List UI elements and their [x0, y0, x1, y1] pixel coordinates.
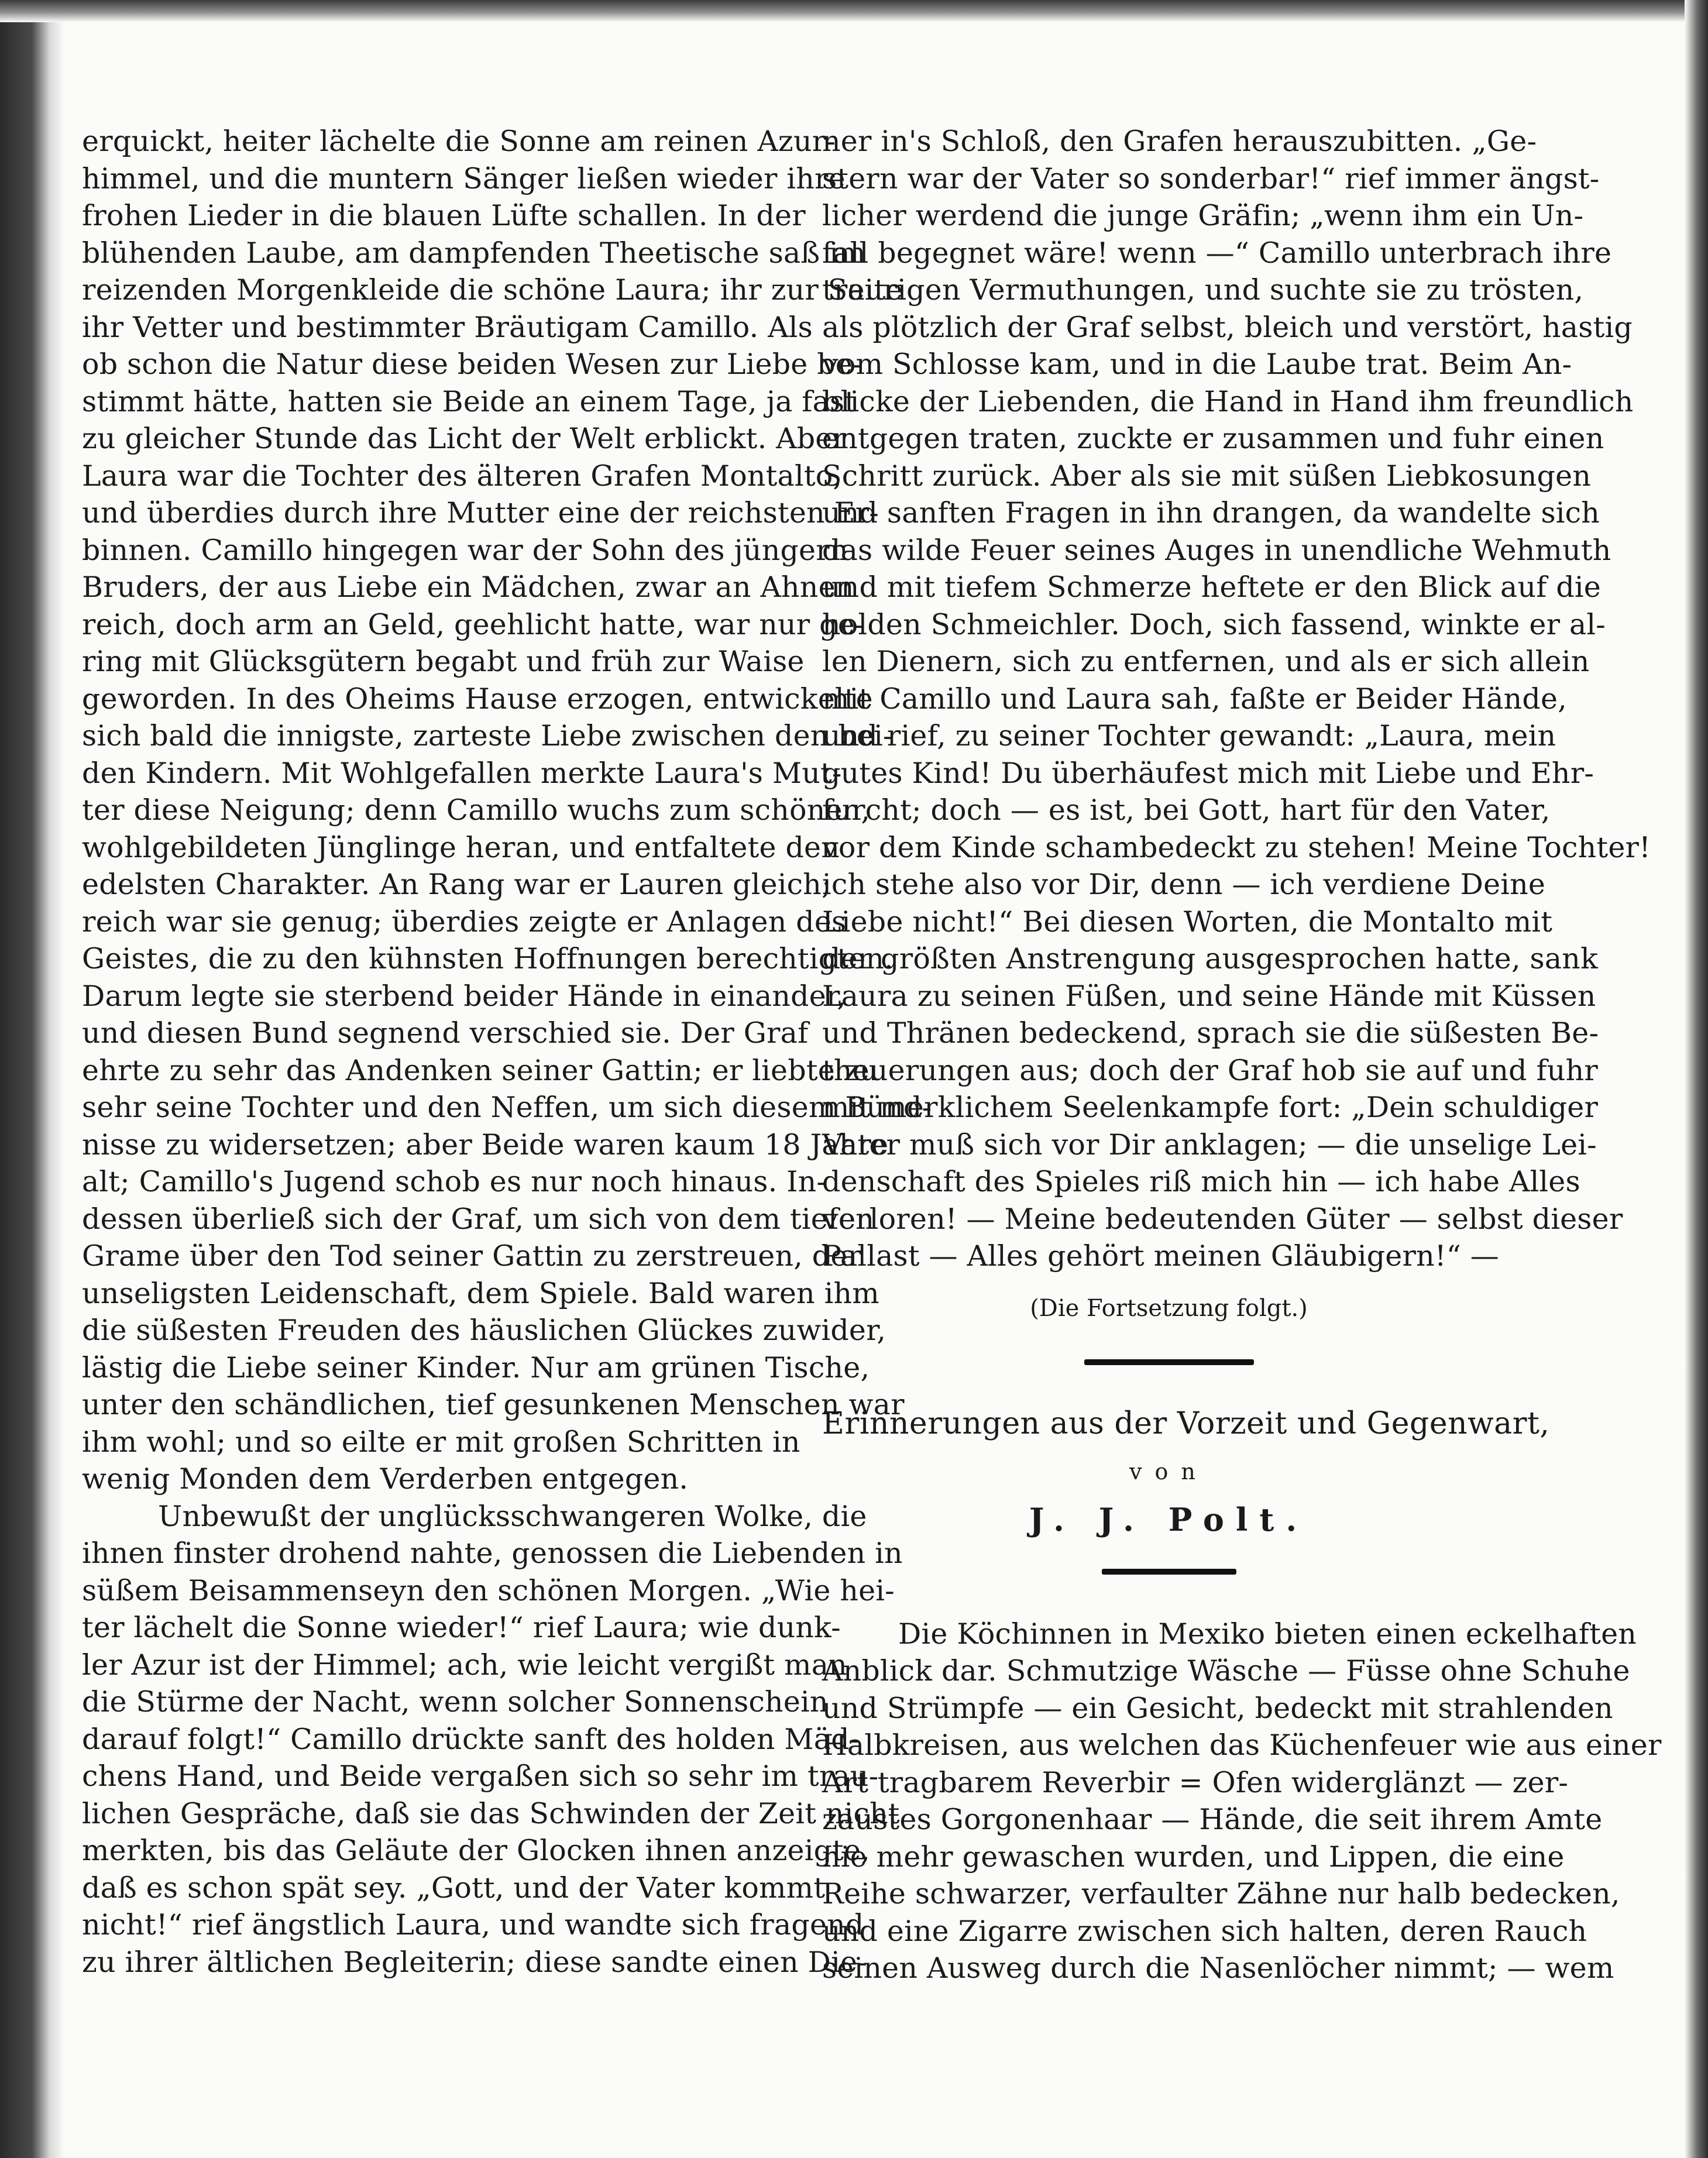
text-line: ler Azur ist der Himmel; ach, wie leicht vergißt man	[82, 1648, 847, 1682]
text-line: und überdies durch ihre Mutter eine der reichsten Er-	[82, 496, 879, 530]
text-line: blühenden Laube, am dampfenden Theetische saß im	[82, 236, 866, 270]
text-line: als plötzlich der Graf selbst, bleich und verstört, hastig	[822, 310, 1633, 344]
text-line: wohlgebildeten Jünglinge heran, und entfaltete den	[82, 830, 840, 864]
section-divider	[1084, 1359, 1254, 1365]
text-line: alt; Camillo's Jugend schob es nur noch hinaus. In-	[82, 1165, 827, 1198]
text-line: ich stehe also vor Dir, denn — ich verdiene Deine	[822, 868, 1546, 901]
text-line: darauf folgt!“ Camillo drückte sanft des holden Mäd-	[82, 1722, 860, 1756]
text-line: ter lächelt die Sonne wieder!“ rief Laura; wie dunk-	[82, 1611, 841, 1644]
text-line: Liebe nicht!“ Bei diesen Worten, die Montalto mit	[822, 905, 1553, 939]
text-line: sich bald die innigste, zarteste Liebe zwischen den bei-	[82, 719, 893, 752]
text-line: der größten Anstrengung ausgesprochen hatte, sank	[822, 942, 1598, 975]
article-title: Erinnerungen aus der Vorzeit und Gegenwart,	[822, 1406, 1550, 1441]
text-line: edelsten Charakter. An Rang war er Lauren gleich;	[82, 868, 831, 901]
left-column	[82, 123, 932, 1981]
story-continuation	[822, 123, 1651, 1275]
scan-border-top	[0, 0, 1708, 22]
text-line: merkten, bis das Geläute der Glocken ihnen anzeigte,	[82, 1834, 871, 1867]
right-column	[822, 123, 1662, 1987]
text-line: entgegen traten, zuckte er zusammen und fuhr einen	[822, 422, 1604, 455]
text-line: den Kindern. Mit Wohlgefallen merkte Laura's Mut-	[82, 756, 842, 790]
text-line: süßem Beisammenseyn den schönen Morgen. „Wie hei-	[82, 1573, 895, 1607]
text-line: mit Camillo und Laura sah, faßte er Beider Hände,	[822, 682, 1567, 716]
text-line: blicke der Liebenden, die Hand in Hand ihm freundlich	[822, 384, 1634, 418]
text-line: und diesen Bund segnend verschied sie. Der Graf	[82, 1016, 809, 1050]
text-line: Laura war die Tochter des älteren Grafen Montalto,	[82, 459, 843, 493]
text-line: Geistes, die zu den kühnsten Hoffnungen berechtigten.	[82, 942, 893, 975]
text-line: sehr seine Tochter und den Neffen, um sich diesem Bünd-	[82, 1091, 932, 1124]
text-line: ihm wohl; und so eilte er mit großen Schritten in	[82, 1425, 800, 1459]
text-line: theuerungen aus; doch der Graf hob sie auf und fuhr	[822, 1053, 1598, 1087]
scan-border-right	[1685, 0, 1708, 2158]
text-line: chens Hand, und Beide vergaßen sich so sehr im trau-	[82, 1760, 879, 1793]
text-line: Grame über den Tod seiner Gattin zu zerstreuen, der	[82, 1239, 862, 1273]
text-line: wenig Monden dem Verderben entgegen.	[82, 1462, 689, 1496]
text-line: Schritt zurück. Aber als sie mit süßen Liebkosungen	[822, 459, 1592, 493]
text-line: ihr Vetter und bestimmter Bräutigam Camillo. Als	[82, 310, 813, 344]
text-line: daß es schon spät sey. „Gott, und der Vater kommt	[82, 1871, 826, 1905]
text-line: Reihe schwarzer, verfaulter Zähne nur halb bedecken,	[822, 1877, 1620, 1910]
scan-border-left	[0, 0, 64, 2158]
text-line: reich war sie genug; überdies zeigte er Anlagen des	[82, 905, 847, 939]
text-line: furcht; doch — es ist, bei Gott, hart für den Vater,	[822, 793, 1551, 827]
text-line: vor dem Kinde schambedeckt zu stehen! Meine Tochter!	[822, 830, 1651, 864]
text-line: Bruders, der aus Liebe ein Mädchen, zwar an Ahnen	[82, 571, 854, 604]
text-line: Laura zu seinen Füßen, und seine Hände mit Küssen	[822, 979, 1596, 1013]
story-paragraph-2	[82, 1498, 903, 1981]
text-line: die süßesten Freuden des häuslichen Glückes zuwider,	[82, 1314, 886, 1347]
text-line: und Strümpfe — ein Gesicht, bedeckt mit strahlenden	[822, 1691, 1613, 1725]
text-line: zu ihrer ältlichen Begleiterin; diese sandte einen Die-	[82, 1945, 867, 1979]
text-line: zu gleicher Stunde das Licht der Welt erblickt. Aber	[82, 422, 847, 455]
text-line: lichen Gespräche, daß sie das Schwinden der Zeit nicht	[82, 1796, 900, 1830]
story-paragraph-1	[82, 123, 932, 1498]
text-line: frohen Lieder in die blauen Lüfte schallen. In der	[82, 199, 806, 232]
text-line: stern war der Vater so sonderbar!“ rief immer ängst-	[822, 161, 1600, 195]
text-line: nie mehr gewaschen wurden, und Lippen, die eine	[822, 1840, 1565, 1874]
text-line: denschaft des Spieles riß mich hin — ich habe Alles	[822, 1165, 1580, 1198]
text-line: nicht!“ rief ängstlich Laura, und wandte sich fragend	[82, 1908, 864, 1941]
text-line: Vater muß sich vor Dir anklagen; — die unselige Lei-	[822, 1128, 1597, 1162]
text-line: holden Schmeichler. Doch, sich fassend, winkte er al-	[822, 607, 1606, 641]
text-line: ring mit Glücksgütern begabt und früh zur Waise	[82, 645, 805, 678]
byline-preposition: von	[1129, 1458, 1208, 1485]
text-line: unter den schändlichen, tief gesunkenen Menschen war	[82, 1388, 905, 1421]
text-line: traurigen Vermuthungen, und suchte sie zu trösten,	[822, 273, 1584, 307]
text-line: reich, doch arm an Geld, geehlicht hatte, war nur ge-	[82, 607, 865, 641]
text-line: und eine Zigarre zwischen sich halten, deren Rauch	[822, 1914, 1587, 1948]
continuation-note: (Die Fortsetzung folgt.)	[1030, 1294, 1308, 1322]
text-line: gutes Kind! Du überhäufest mich mit Liebe und Ehr-	[822, 756, 1594, 790]
text-line: geworden. In des Oheims Hause erzogen, entwickelte	[82, 682, 873, 716]
text-line: nisse zu widersetzen; aber Beide waren kaum 18 Jahre	[82, 1128, 889, 1162]
text-line: ob schon die Natur diese beiden Wesen zur Liebe be-	[82, 348, 862, 381]
author-name: J. J. Polt.	[1029, 1500, 1309, 1538]
text-line: ter diese Neigung; denn Camillo wuchs zum schönen,	[82, 793, 871, 827]
text-line: die Stürme der Nacht, wenn solcher Sonnenschein	[82, 1685, 829, 1719]
text-line: reizenden Morgenkleide die schöne Laura; ihr zur Seite	[82, 273, 903, 307]
text-line: das wilde Feuer seines Auges in unendliche Wehmuth	[822, 533, 1611, 567]
text-line: vom Schlosse kam, und in die Laube trat. Beim An-	[822, 348, 1572, 381]
text-line: und Thränen bedeckend, sprach sie die süßesten Be-	[822, 1016, 1599, 1050]
text-line: Halbkreisen, aus welchen das Küchenfeuer wie aus einer	[822, 1729, 1662, 1762]
text-line: mit merklichem Seelenkampfe fort: „Dein schuldiger	[822, 1091, 1599, 1124]
text-line: Die Köchinnen in Mexiko bieten einen eckelhaften	[898, 1617, 1637, 1651]
text-line: binnen. Camillo hingegen war der Sohn des jüngern	[82, 533, 848, 567]
text-line: und sanften Fragen in ihn drangen, da wandelte sich	[822, 496, 1600, 530]
text-line: erquickt, heiter lächelte die Sonne am reinen Azur-	[82, 125, 836, 158]
title-divider	[1102, 1569, 1236, 1575]
text-line: lästig die Liebe seiner Kinder. Nur am grünen Tische,	[82, 1351, 870, 1384]
text-line: fall begegnet wäre! wenn —“ Camillo unterbrach ihre	[822, 236, 1612, 270]
text-line: seinen Ausweg durch die Nasenlöcher nimmt; — wem	[822, 1951, 1614, 1985]
text-line: zaustes Gorgonenhaar — Hände, die seit ihrem Amte	[822, 1803, 1603, 1836]
text-line: licher werdend die junge Gräfin; „wenn ihm ein Un-	[822, 199, 1584, 232]
text-line: ehrte zu sehr das Andenken seiner Gattin; er liebte zu	[82, 1053, 878, 1087]
text-line: ihnen finster drohend nahte, genossen die Liebenden in	[82, 1537, 903, 1570]
text-line: und rief, zu seiner Tochter gewandt: „Laura, mein	[822, 719, 1556, 752]
article-body	[822, 1616, 1662, 1987]
text-line: Pallast — Alles gehört meinen Gläubigern!“ —	[822, 1239, 1499, 1273]
text-line: verloren! — Meine bedeutenden Güter — selbst dieser	[822, 1202, 1623, 1236]
text-line: Darum legte sie sterbend beider Hände in einander,	[82, 979, 846, 1013]
text-line: stimmt hätte, hatten sie Beide an einem Tage, ja fast	[82, 384, 857, 418]
text-line: unseligsten Leidenschaft, dem Spiele. Bald waren ihm	[82, 1276, 879, 1310]
text-line: Anblick dar. Schmutzige Wäsche — Füsse ohne Schuhe	[822, 1654, 1630, 1688]
text-line: ner in's Schloß, den Grafen herauszubitten. „Ge-	[822, 125, 1537, 158]
text-line: Art tragbarem Reverbir = Ofen widerglänzt — zer-	[822, 1765, 1569, 1799]
text-line: und mit tiefem Schmerze heftete er den Blick auf die	[822, 571, 1601, 604]
text-line: Unbewußt der unglücksschwangeren Wolke, die	[158, 1499, 867, 1533]
text-line: len Dienern, sich zu entfernen, und als er sich allein	[822, 645, 1590, 678]
text-line: himmel, und die muntern Sänger ließen wieder ihre	[82, 161, 846, 195]
text-line: dessen überließ sich der Graf, um sich von dem tiefen	[82, 1202, 875, 1236]
